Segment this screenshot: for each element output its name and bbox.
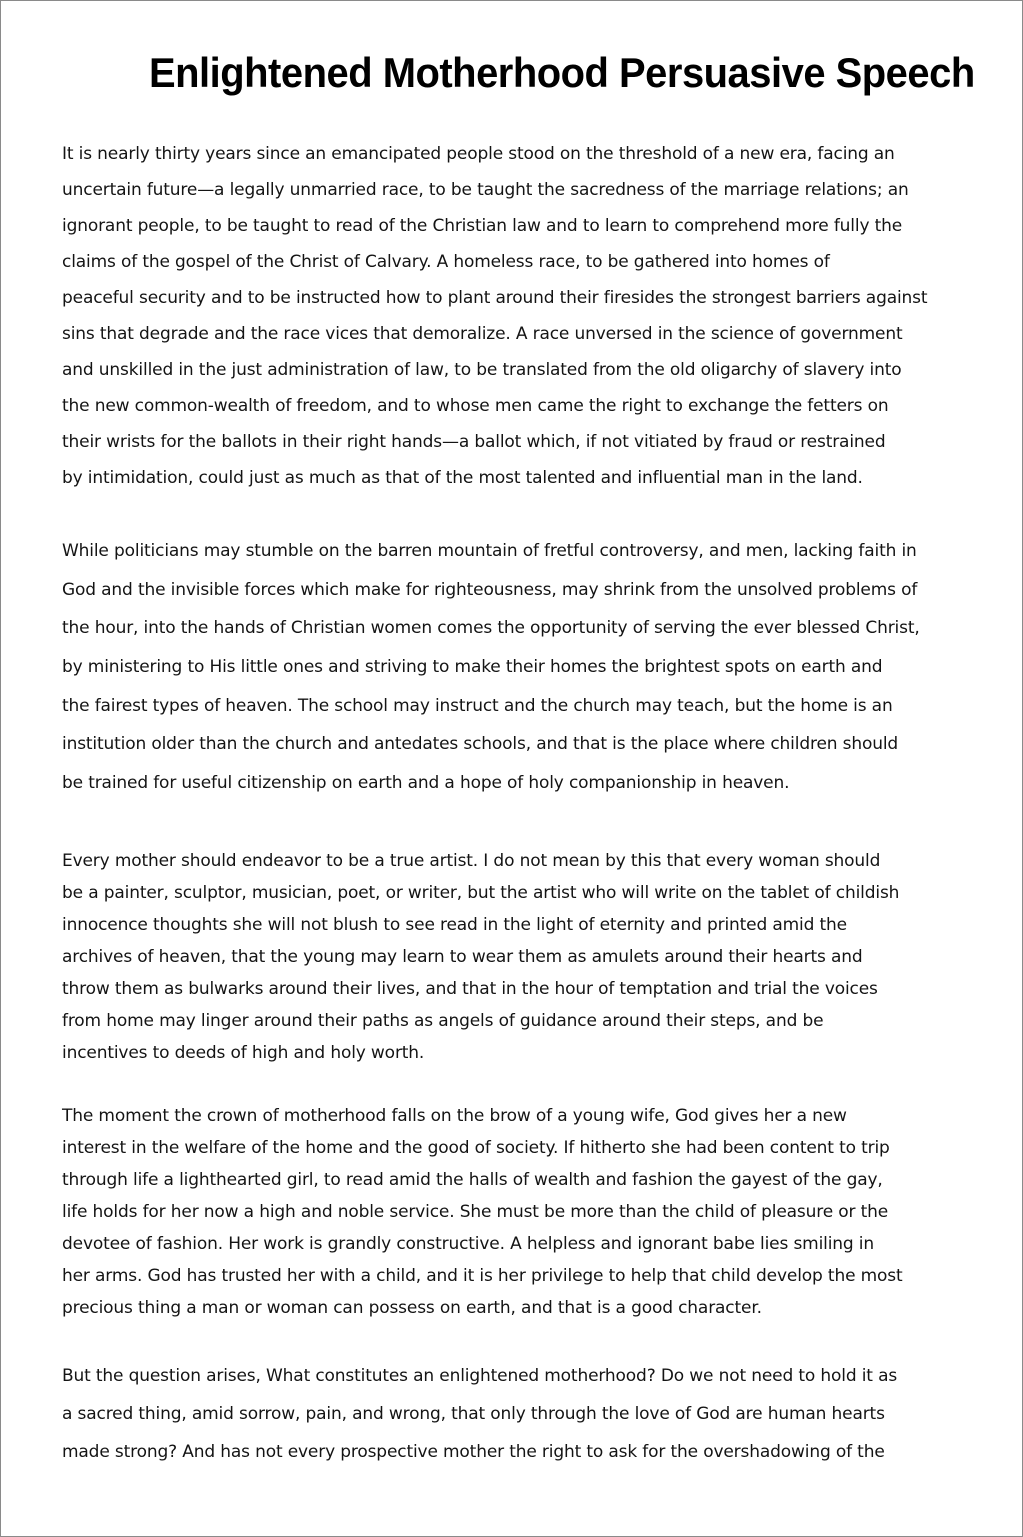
paragraph-line: be a painter, sculptor, musician, poet, or writer, but the artist who will write on the tablet of childish <box>62 883 900 903</box>
paragraph-line: precious thing a man or woman can possess on earth, and that is a good character. <box>62 1298 762 1318</box>
paragraph-line: the new common-wealth of freedom, and to whose men came the right to exchange the fetters on <box>62 396 889 416</box>
paragraph-line: interest in the welfare of the home and the good of society. If hitherto she had been content to trip <box>62 1138 890 1158</box>
paragraph-line: and unskilled in the just administration of law, to be translated from the old oligarchy of slavery into <box>62 360 902 380</box>
paragraph-line: It is nearly thirty years since an emancipated people stood on the threshold of a new era, facing an <box>62 144 895 164</box>
paragraph-line: The moment the crown of motherhood falls on the brow of a young wife, God gives her a new <box>62 1106 847 1126</box>
paragraph-line: from home may linger around their paths as angels of guidance around their steps, and be <box>62 1011 824 1031</box>
paragraph-line: their wrists for the ballots in their right hands—a ballot which, if not vitiated by fraud or restrained <box>62 432 886 452</box>
paragraph-line: a sacred thing, amid sorrow, pain, and wrong, that only through the love of God are human hearts <box>62 1404 885 1424</box>
paragraph-line: by intimidation, could just as much as that of the most talented and influential man in the land. <box>62 468 863 488</box>
paragraph-line: institution older than the church and antedates schools, and that is the place where children should <box>62 734 899 755</box>
paragraph-5 <box>62 1362 967 1476</box>
paragraph-line: be trained for useful citizenship on earth and a hope of holy companionship in heaven. <box>62 773 790 794</box>
paragraph-line: by ministering to His little ones and striving to make their homes the brightest spots on earth and <box>62 657 883 678</box>
paragraph-line: sins that degrade and the race vices that demoralize. A race unversed in the science of government <box>62 324 903 344</box>
paragraph-line: the fairest types of heaven. The school may instruct and the church may teach, but the home is an <box>62 695 893 716</box>
paragraph-line: made strong? And has not every prospective mother the right to ask for the overshadowing of the <box>62 1442 885 1462</box>
page-title: Enlightened Motherhood Persuasive Speech <box>149 49 975 96</box>
paragraph-line: archives of heaven, that the young may learn to wear them as amulets around their hearts and <box>62 947 863 967</box>
paragraph-line: But the question arises, What constitutes an enlightened motherhood? Do we not need to hold it as <box>62 1366 898 1386</box>
paragraph-line: ignorant people, to be taught to read of the Christian law and to learn to comprehend more fully the <box>62 216 903 236</box>
paragraph-4 <box>62 1103 967 1327</box>
paragraph-line: claims of the gospel of the Christ of Calvary. A homeless race, to be gathered into homes of <box>62 252 830 272</box>
paragraph-line: innocence thoughts she will not blush to see read in the light of eternity and printed amid the <box>62 915 847 935</box>
paragraph-line: throw them as bulwarks around their lives, and that in the hour of temptation and trial the voices <box>62 979 878 999</box>
paragraph-line: While politicians may stumble on the barren mountain of fretful controversy, and men, lacking faith in <box>62 541 917 561</box>
paragraph-line: through life a lighthearted girl, to read amid the halls of wealth and fashion the gayest of the gay, <box>62 1170 883 1190</box>
paragraph-line: God and the invisible forces which make for righteousness, may shrink from the unsolved problems of <box>62 579 918 600</box>
paragraph-line: peaceful security and to be instructed how to plant around their firesides the strongest barriers against <box>62 288 928 308</box>
paragraph-line: life holds for her now a high and noble service. She must be more than the child of pleasure or the <box>62 1202 889 1222</box>
paragraph-line: her arms. God has trusted her with a child, and it is her privilege to help that child develop the most <box>62 1266 903 1286</box>
paragraph-2 <box>62 537 967 808</box>
paragraph-line: uncertain future—a legally unmarried race, to be taught the sacredness of the marriage relations; an <box>62 180 909 200</box>
paragraph-line: the hour, into the hands of Christian women comes the opportunity of serving the ever blessed Christ, <box>62 618 920 639</box>
paragraph-3 <box>62 848 967 1072</box>
paragraph-1 <box>62 141 967 501</box>
paragraph-line: devotee of fashion. Her work is grandly constructive. A helpless and ignorant babe lies smiling in <box>62 1234 875 1254</box>
paragraph-line: incentives to deeds of high and holy worth. <box>62 1043 425 1063</box>
paragraph-line: Every mother should endeavor to be a true artist. I do not mean by this that every woman should <box>62 851 881 871</box>
